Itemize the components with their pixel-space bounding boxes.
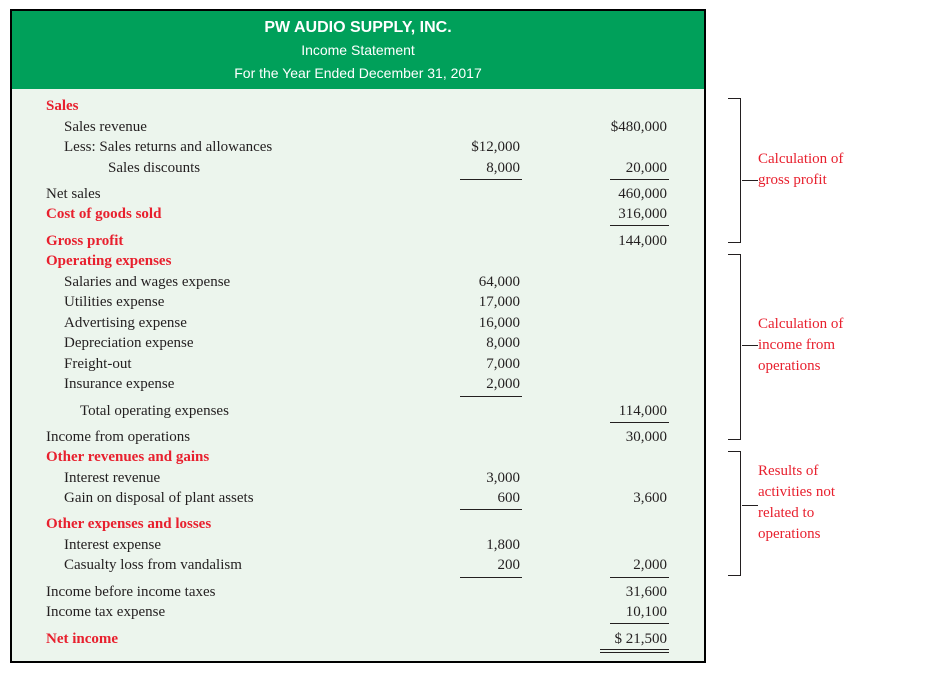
row-salaries-wages: Salaries and wages expense — [64, 274, 231, 290]
row-income-from-operations: Income from operations — [46, 429, 191, 445]
section-sales: Sales — [46, 98, 79, 114]
statement-title: Income Statement — [301, 42, 415, 58]
other-revenues-total: 3,600 — [633, 490, 667, 506]
bracket-nonoperating — [728, 451, 741, 576]
sales-revenue-total: $480,000 — [610, 119, 667, 135]
underline — [610, 623, 669, 624]
row-income-before-taxes: Income before income taxes — [46, 584, 216, 600]
income-before-taxes-amount: 31,600 — [625, 584, 667, 600]
row-advertising: Advertising expense — [64, 315, 187, 331]
income-from-operations-amount: 30,000 — [625, 429, 667, 445]
underline — [460, 509, 522, 510]
row-interest-revenue: Interest revenue — [64, 470, 161, 486]
bracket-tick — [742, 505, 758, 506]
income-statement — [10, 9, 706, 663]
advertising-amount: 16,000 — [478, 315, 520, 331]
total-operating-expenses-amount: 114,000 — [618, 403, 667, 419]
section-other-expenses: Other expenses and losses — [46, 516, 212, 532]
double-underline — [600, 649, 669, 653]
row-total-operating-expenses: Total operating expenses — [80, 403, 229, 419]
insurance-amount: 2,000 — [486, 376, 520, 392]
row-utilities: Utilities expense — [64, 294, 165, 310]
row-depreciation: Depreciation expense — [64, 335, 194, 351]
row-freight-out: Freight-out — [64, 356, 132, 372]
company-name: PW AUDIO SUPPLY, INC. — [264, 19, 452, 36]
row-sales-revenue: Sales revenue — [64, 119, 147, 135]
row-interest-expense: Interest expense — [64, 537, 162, 553]
bracket-tick — [742, 345, 758, 346]
casualty-loss-amount: 200 — [497, 557, 520, 573]
bracket-operations — [728, 254, 741, 440]
section-operating-expenses: Operating expenses — [46, 253, 172, 269]
bracket-gross-profit — [728, 98, 741, 243]
net-sales-total: 460,000 — [618, 186, 667, 202]
underline — [610, 422, 669, 423]
statement-header — [12, 11, 704, 89]
salaries-wages-amount: 64,000 — [478, 274, 520, 290]
freight-out-amount: 7,000 — [486, 356, 520, 372]
cost-of-goods-sold-total: 316,000 — [618, 206, 667, 222]
row-cost-of-goods-sold: Cost of goods sold — [46, 206, 162, 222]
other-expenses-total: 2,000 — [633, 557, 667, 573]
interest-revenue-amount: 3,000 — [486, 470, 520, 486]
sales-returns-amount: $12,000 — [471, 139, 520, 155]
underline — [460, 179, 522, 180]
net-income-amount: $ 21,500 — [614, 631, 667, 647]
income-tax-expense-amount: 10,100 — [625, 604, 667, 620]
row-casualty-loss: Casualty loss from vandalism — [64, 557, 242, 573]
underline — [460, 396, 522, 397]
underline — [610, 577, 669, 578]
annotation-gross-profit: Calculation of gross profit — [758, 151, 844, 188]
row-net-income: Net income — [46, 631, 119, 647]
row-gross-profit: Gross profit — [46, 233, 124, 249]
statement-period: For the Year Ended December 31, 2017 — [234, 65, 482, 81]
row-net-sales: Net sales — [46, 186, 101, 202]
row-sales-discounts: Sales discounts — [108, 160, 201, 176]
annotation-nonoperating: Results of activities not related to operations — [758, 463, 836, 542]
underline — [610, 225, 669, 226]
row-sales-returns: Less: Sales returns and allowances — [64, 139, 273, 155]
gain-on-disposal-amount: 600 — [497, 490, 520, 506]
interest-expense-amount: 1,800 — [486, 537, 520, 553]
utilities-amount: 17,000 — [478, 294, 520, 310]
gross-profit-total: 144,000 — [618, 233, 667, 249]
section-other-revenues: Other revenues and gains — [46, 449, 210, 465]
underline — [610, 179, 669, 180]
depreciation-amount: 8,000 — [486, 335, 520, 351]
underline — [460, 577, 522, 578]
row-income-tax-expense: Income tax expense — [46, 604, 166, 620]
annotation-operations: Calculation of income from operations — [758, 316, 844, 374]
sales-deductions-total: 20,000 — [625, 160, 667, 176]
row-gain-on-disposal: Gain on disposal of plant assets — [64, 490, 254, 506]
bracket-tick — [742, 180, 758, 181]
row-insurance: Insurance expense — [64, 376, 175, 392]
sales-discounts-amount: 8,000 — [486, 160, 520, 176]
